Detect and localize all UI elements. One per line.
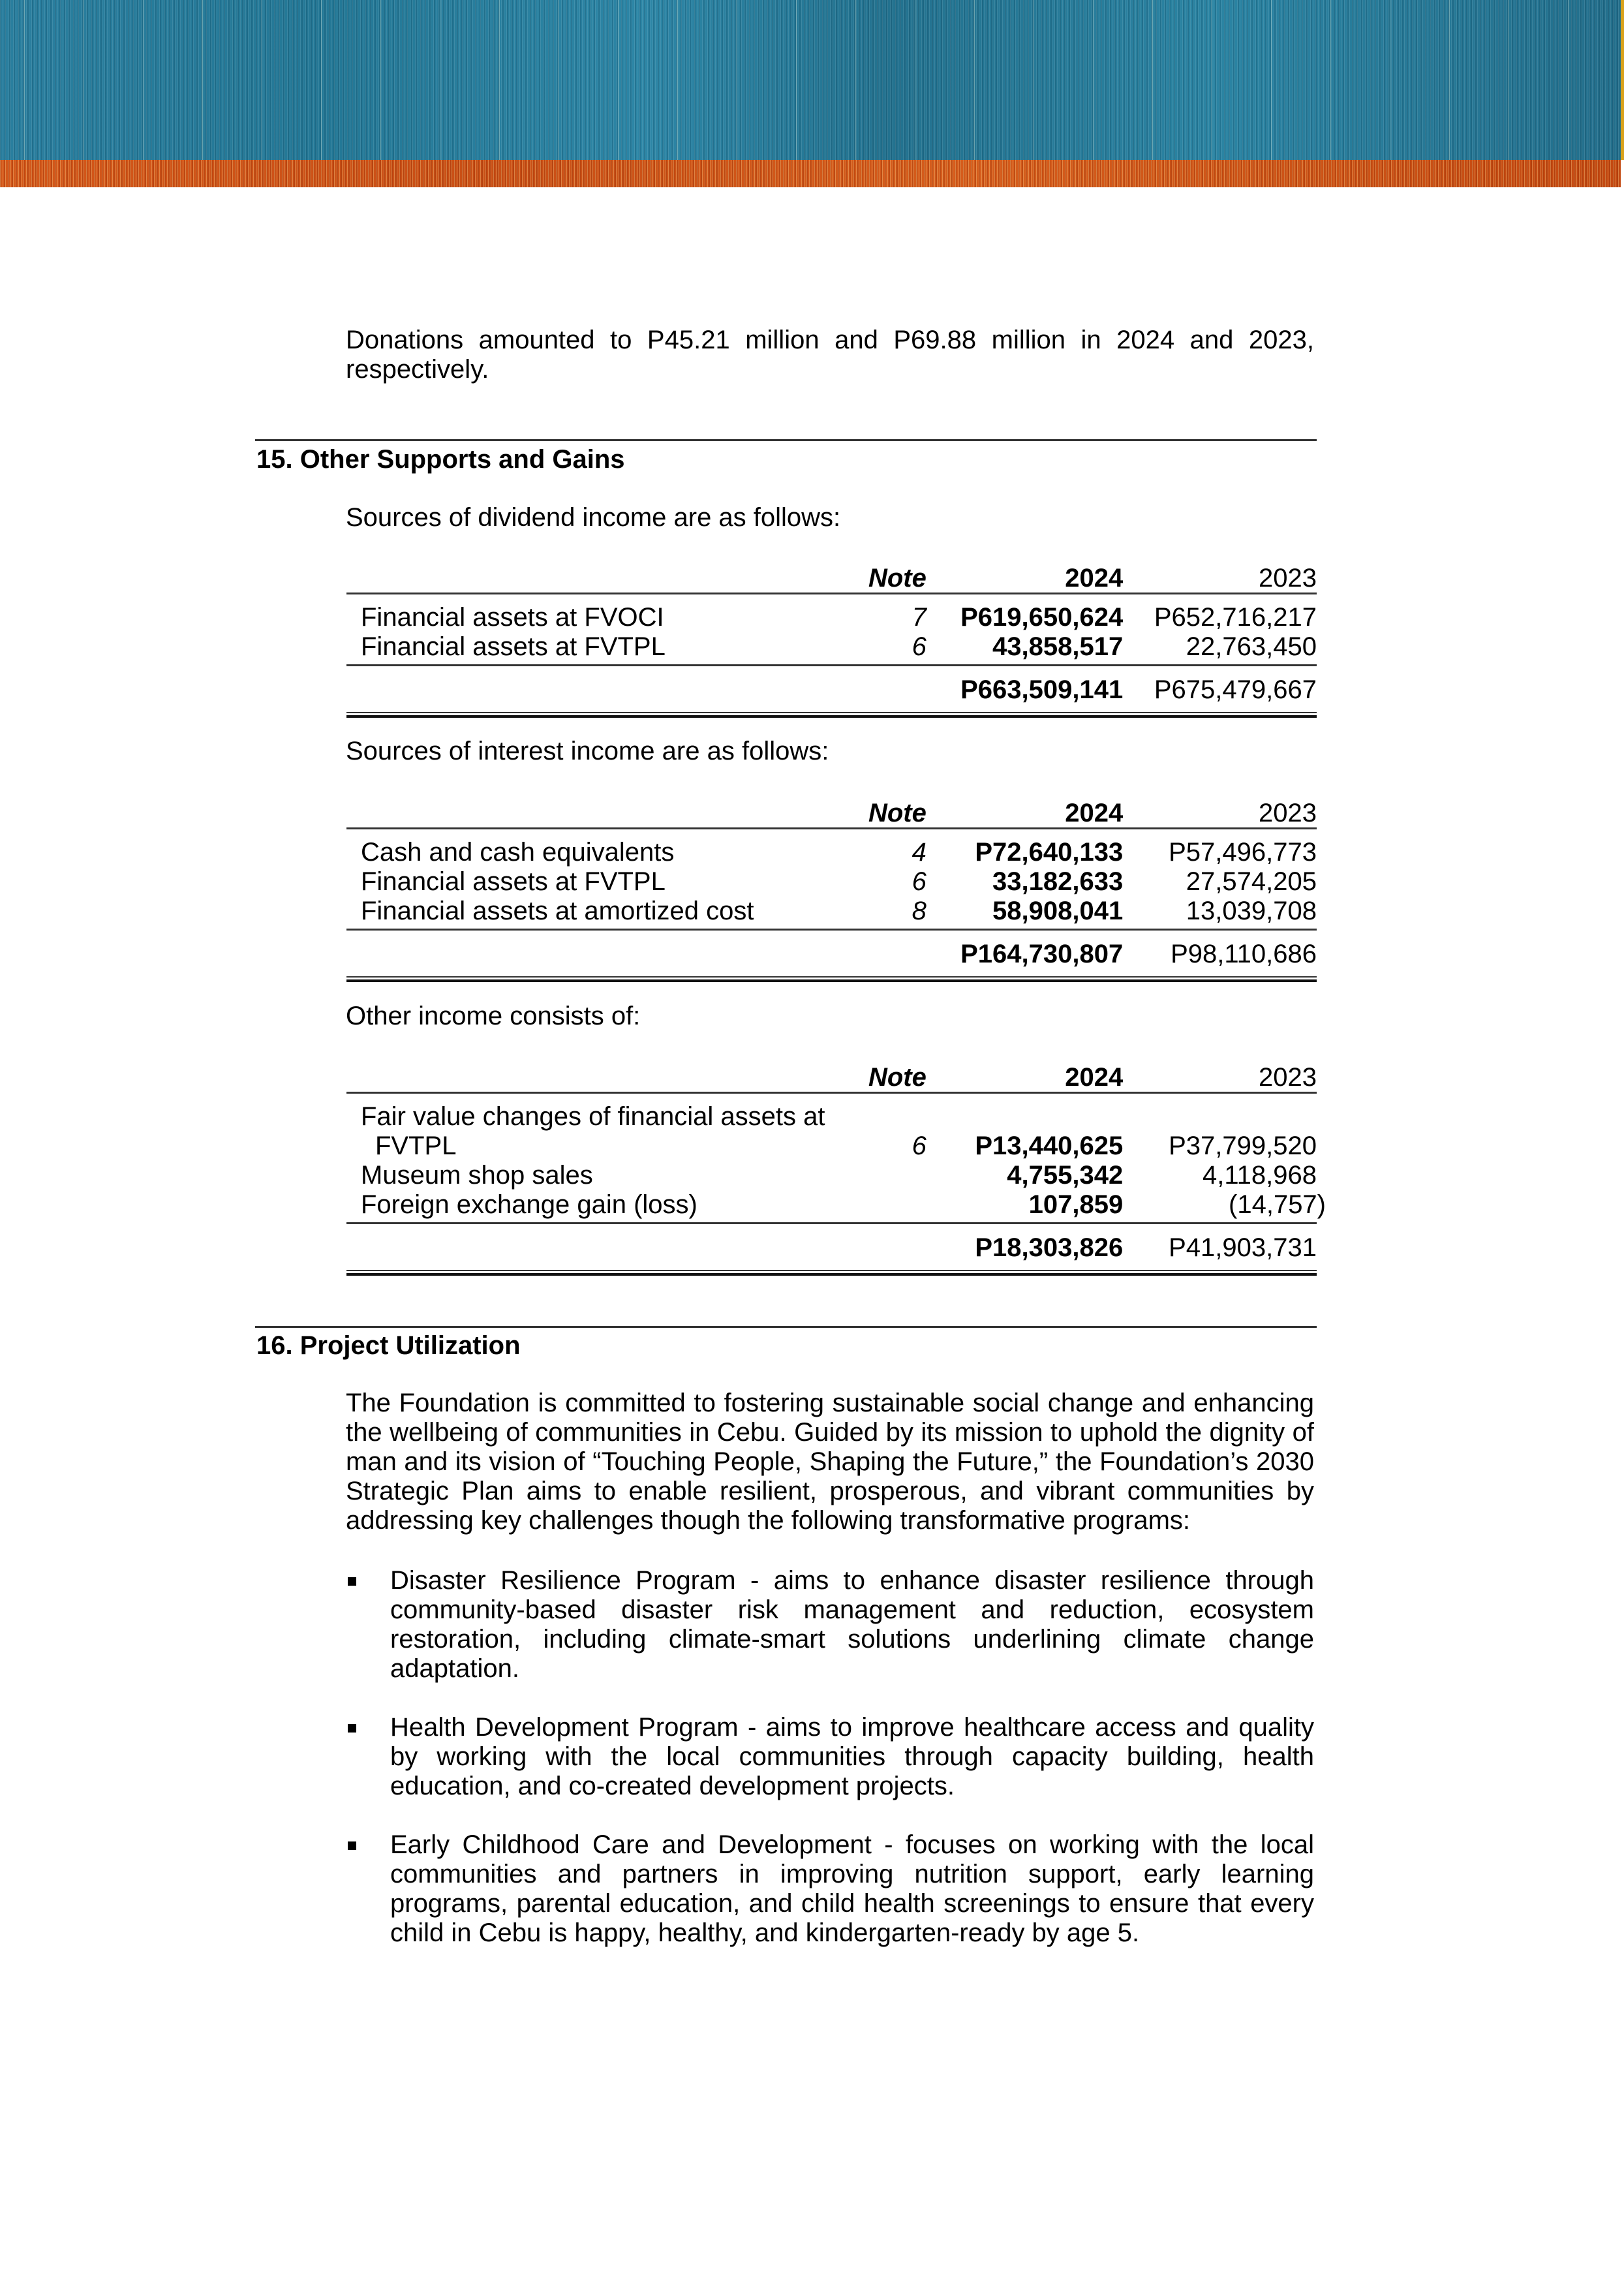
header-label-cell <box>346 1090 859 1092</box>
row-note: 7 <box>912 603 927 632</box>
row-note: 8 <box>912 897 927 925</box>
table-row <box>346 1190 1326 1220</box>
table-total-row <box>346 1224 1317 1270</box>
banner-orange-band <box>0 160 1621 187</box>
header-2024: 2024 <box>1065 1063 1124 1092</box>
row-label: Financial assets at amortized cost <box>361 897 754 925</box>
table-header-row <box>346 795 1317 829</box>
banner-teal-band <box>0 0 1621 160</box>
header-note: Note <box>868 1063 927 1092</box>
row-label: Cash and cash equivalents <box>361 838 675 867</box>
project-utilization-paragraph: The Foundation is committed to fostering sustainable social change and enhancing the wellbeing of communities in Cebu. Guided by its mission to uphold the dignity of man and its vision of “Touching People, Shaping the Future,” the Foundation’s 2030 Strategic Plan aims to enable resilient, prosperous, and vibrant communities by addressing key challenges though the following transformative programs: <box>346 1389 1314 1535</box>
dividend-intro: Sources of dividend income are as follows: <box>346 503 841 532</box>
row-value-2024: P72,640,133 <box>975 838 1124 867</box>
other-income-intro: Other income consists of: <box>346 1002 641 1030</box>
double-rule-top <box>346 712 1317 713</box>
square-bullet-icon <box>348 1577 356 1586</box>
row-value-2023: 22,763,450 <box>1186 632 1317 661</box>
row-value-2023: P57,496,773 <box>1169 838 1317 867</box>
table-body <box>346 594 1317 666</box>
double-rule-top <box>346 1270 1317 1271</box>
row-value-2023: 27,574,205 <box>1186 867 1317 896</box>
square-bullet-icon <box>348 1724 356 1733</box>
bullet-text: Early Childhood Care and Development - focuses on working with the local communities and partners in improving nutrition support, early learning programs, parental education, and child health screenings to ensure that every child in Cebu is happy, healthy, and kindergarten-ready by age 5. <box>390 1830 1314 1947</box>
table-row <box>346 1161 1317 1190</box>
table-row <box>346 632 1317 662</box>
table-total-row <box>346 666 1317 712</box>
row-label: Financial assets at FVTPL <box>361 867 666 896</box>
bullet-text: Health Development Program - aims to improve healthcare access and quality by working with the local communities through capacity building, health education, and co-created development projects. <box>390 1713 1314 1800</box>
bullet-disaster-resilience <box>346 1566 1314 1684</box>
header-2023: 2023 <box>1259 1063 1317 1092</box>
row-label: Museum shop sales <box>361 1161 593 1190</box>
row-value-2023: P37,799,520 <box>1169 1132 1317 1160</box>
row-label: Foreign exchange gain (loss) <box>361 1190 697 1219</box>
total-2024: P663,509,141 <box>960 675 1124 704</box>
row-note: 6 <box>912 867 927 896</box>
total-2023: P41,903,731 <box>1169 1233 1317 1262</box>
table-header-row <box>346 560 1317 594</box>
negative-value: (14,757) <box>1229 1190 1326 1219</box>
row-note: 6 <box>912 1132 927 1160</box>
row-label-line2: FVTPL <box>375 1132 457 1160</box>
interest-intro: Sources of interest income are as follows: <box>346 737 829 765</box>
header-label-cell <box>346 826 859 827</box>
double-rule-bottom <box>346 715 1317 718</box>
row-label: Financial assets at FVTPL <box>361 632 666 661</box>
header-textile-banner <box>0 0 1624 187</box>
bullet-health-development <box>346 1713 1314 1801</box>
row-note: 4 <box>912 838 927 867</box>
total-2024: P164,730,807 <box>960 940 1124 968</box>
row-label <box>346 1102 859 1161</box>
table-row <box>346 838 1317 867</box>
square-bullet-icon <box>348 1841 356 1850</box>
section-16-divider <box>255 1326 1317 1328</box>
row-value-2024: P13,440,625 <box>975 1132 1124 1160</box>
table-body <box>346 829 1317 931</box>
row-value-2024: 4,755,342 <box>1007 1161 1124 1190</box>
table-header-row <box>346 1059 1317 1094</box>
row-value-2023: 4,118,968 <box>1203 1161 1317 1190</box>
row-note: 6 <box>912 632 927 661</box>
row-label: Financial assets at FVOCI <box>361 603 664 632</box>
total-2023: P98,110,686 <box>1171 940 1317 968</box>
bullet-early-childhood <box>346 1830 1314 1948</box>
other-income-table <box>346 1059 1326 1276</box>
total-2024: P18,303,826 <box>975 1233 1124 1262</box>
row-value-2023 <box>1123 1190 1326 1220</box>
table-row <box>346 603 1317 632</box>
row-value-2024: 58,908,041 <box>992 897 1124 925</box>
table-row <box>346 867 1317 897</box>
interest-income-table <box>346 795 1317 982</box>
header-2024: 2024 <box>1065 564 1124 593</box>
bullet-text: Disaster Resilience Program - aims to enhance disaster resilience through community-based disaster risk management and reduction, ecosystem restoration, including climate-smart solutions underlining climate change adaptation. <box>390 1566 1314 1683</box>
section-15-divider <box>255 439 1317 441</box>
row-value-2024: 33,182,633 <box>992 867 1124 896</box>
header-note: Note <box>868 564 927 593</box>
header-label-cell <box>346 591 859 593</box>
double-rule-top <box>346 976 1317 978</box>
row-value-2023: 13,039,708 <box>1186 897 1317 925</box>
double-rule-bottom <box>346 979 1317 982</box>
donations-paragraph: Donations amounted to P45.21 million and P69.88 million in 2024 and 2023, respectively. <box>346 326 1314 384</box>
section-15-heading: 15. Other Supports and Gains <box>256 445 625 474</box>
row-value-2024: P619,650,624 <box>960 603 1124 632</box>
header-2023: 2023 <box>1259 799 1317 827</box>
row-value-2024: 107,859 <box>1028 1190 1124 1219</box>
double-rule-bottom <box>346 1273 1317 1276</box>
row-value-2024: 43,858,517 <box>992 632 1124 661</box>
header-note: Note <box>868 799 927 827</box>
table-body <box>346 1094 1326 1224</box>
header-2023: 2023 <box>1259 564 1317 593</box>
program-bullet-list <box>346 1566 1314 1977</box>
banner-yellow-edge <box>1621 0 1624 160</box>
row-label-line1: Fair value changes of financial assets at <box>361 1102 825 1131</box>
section-16-heading: 16. Project Utilization <box>256 1331 521 1360</box>
table-total-row <box>346 931 1317 976</box>
row-value-2023: P652,716,217 <box>1154 603 1317 632</box>
table-row <box>346 897 1317 926</box>
table-row <box>346 1102 1317 1161</box>
header-2024: 2024 <box>1065 799 1124 827</box>
total-2023: P675,479,667 <box>1154 675 1317 704</box>
dividend-income-table <box>346 560 1317 718</box>
